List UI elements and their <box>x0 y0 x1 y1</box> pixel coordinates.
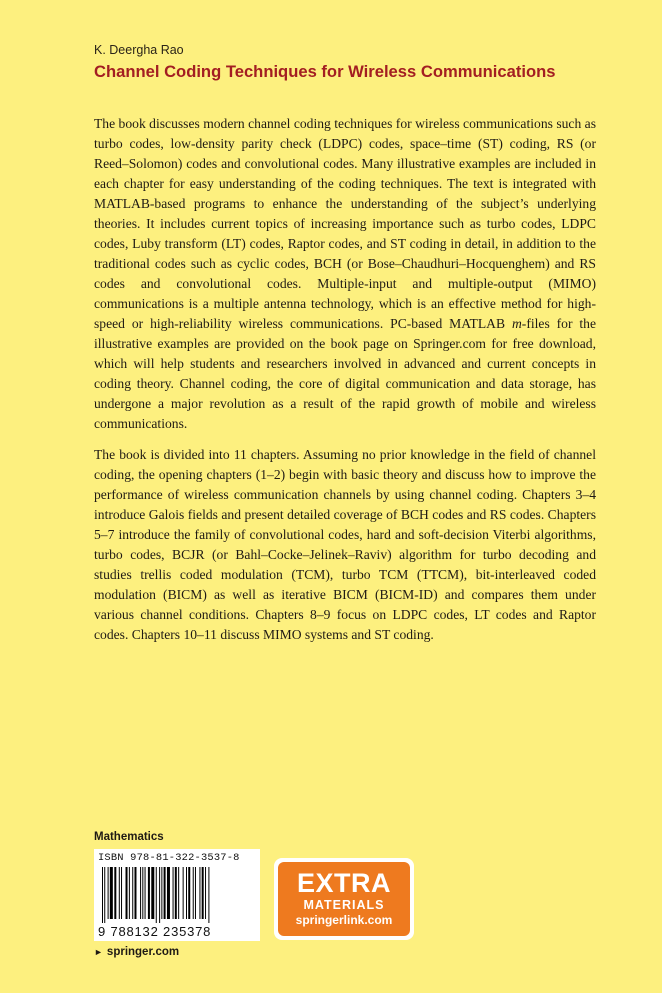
springerlink-url: springerlink.com <box>295 913 393 927</box>
barcode-digits: 9 788132 235378 <box>98 924 212 939</box>
publisher-url: springer.com <box>106 946 180 958</box>
description-paragraph-2: The book is divided into 11 chapters. Assuming no prior knowledge in the field of channel coding, the opening chapters (1–2) begin with basic theory and discuss how to improve the performance of wireless communication channels by using channel coding. Chapters 3–4 introduce Galois fields and present detailed coverage of BCH codes and RS codes. Chapters 5–7 introduce the family of convolutional codes, hard and soft-decision Viterbi algorithms, turbo codes, BCJR (or Bahl–Cocke–Jelinek–Raviv) algorithm for turbo decoding and studies trellis coded modulation (TCM), turbo TCM (TTCM), bit-interleaved coded modulation (BICM) as well as iterative BICM (BICM-ID) and compares them under various channel conditions. Chapters 8–9 focus on LDPC codes, LT codes and Raptor codes. Chapters 10–11 discuss MIMO systems and ST coding. <box>94 447 596 642</box>
author-name: K. Deergha Rao <box>94 43 184 57</box>
arrow-right-icon: ► <box>94 947 103 957</box>
materials-word: MATERIALS <box>303 898 385 912</box>
subject-category: Mathematics <box>94 831 164 843</box>
isbn-number: ISBN 978-81-322-3537-8 <box>98 852 240 864</box>
barcode-bars <box>102 867 252 923</box>
isbn-barcode <box>94 849 260 941</box>
extra-materials-badge <box>274 858 414 940</box>
publisher-link <box>94 946 179 958</box>
book-description <box>94 114 596 656</box>
extra-materials-badge-inner <box>278 862 410 936</box>
book-title: Channel Coding Techniques for Wireless Communications <box>94 62 556 81</box>
extra-word: EXTRA <box>296 868 391 898</box>
description-paragraph-1: The book discusses modern channel coding techniques for wireless communications such as turbo codes, low-density parity check (LDPC) codes, space–time (ST) coding, RS (or Reed–Solomon) codes and convolutional codes. Many illustrative examples are included in each chapter for easy understanding of the coding techniques. The text is integrated with MATLAB-based programs to enhance the understanding of the subject’s underlying theories. It includes current topics of increasing importance such as turbo codes, LDPC codes, Luby transform (LT) codes, Raptor codes, and ST coding in detail, in addition to the traditional codes such as cyclic codes, BCH (or Bose–Chaudhuri–Hocquenghem) and RS codes and convolutional codes. Multiple-input and multiple-output (MIMO) communications is a multiple antenna technology, which is an effective method for high-speed or high-reliability wireless communications. PC-based MATLAB m-files for the illustrative examples are provided on the book page on Springer.com for free download, which will help students and researchers involved in advanced and current concepts in coding theory. Channel coding, the core of digital communication and data storage, has undergone a major revolution as a result of the rapid growth of mobile and wireless communications. <box>94 116 596 431</box>
